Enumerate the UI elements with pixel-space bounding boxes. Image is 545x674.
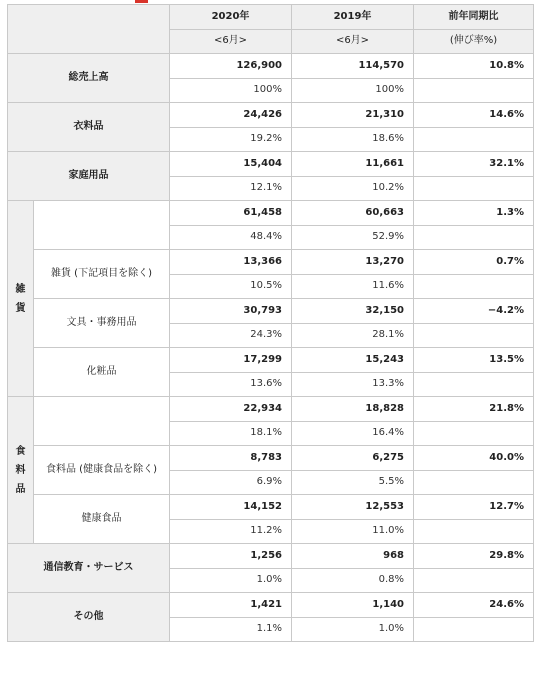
value-yoy: 10.8% [414, 54, 534, 79]
subcategory-stationery: 文具・事務用品 [34, 299, 170, 348]
share-2020: 1.0% [170, 568, 292, 593]
value-2020: 24,426 [170, 103, 292, 128]
category-food [8, 397, 34, 544]
value-yoy: 21.8% [414, 397, 534, 422]
value-2020: 22,934 [170, 397, 292, 422]
share-2019: 13.3% [292, 372, 414, 397]
empty-cell [414, 617, 534, 642]
empty-cell [414, 323, 534, 348]
category-clothing: 衣料品 [8, 103, 170, 152]
header-2020: 2020年 [170, 5, 292, 30]
share-2020: 100% [170, 78, 292, 103]
category-food-char: 食 [15, 445, 26, 457]
share-2019: 10.2% [292, 176, 414, 201]
value-yoy: 14.6% [414, 103, 534, 128]
value-2019: 32,150 [292, 299, 414, 324]
category-zakka-char: 雑 [15, 283, 26, 295]
sales-table [7, 4, 534, 642]
empty-cell [414, 372, 534, 397]
table-row [8, 446, 534, 471]
category-total: 総売上高 [8, 54, 170, 103]
share-2019: 0.8% [292, 568, 414, 593]
table-row [8, 250, 534, 275]
empty-cell [414, 78, 534, 103]
share-2020: 1.1% [170, 617, 292, 642]
value-2019: 18,828 [292, 397, 414, 422]
category-food-char: 料 [15, 464, 26, 476]
value-2019: 60,663 [292, 201, 414, 226]
table-row [8, 397, 534, 422]
header-2019: 2019年 [292, 5, 414, 30]
subheader-yoy: (伸び率%) [414, 29, 534, 54]
share-2019: 28.1% [292, 323, 414, 348]
table-row [8, 544, 534, 569]
share-2020: 19.2% [170, 127, 292, 152]
table-row [8, 54, 534, 79]
subcategory-zakka-total [34, 201, 170, 250]
header-row [8, 5, 534, 30]
empty-cell [414, 568, 534, 593]
value-yoy: 12.7% [414, 495, 534, 520]
value-2019: 15,243 [292, 348, 414, 373]
value-2020: 61,458 [170, 201, 292, 226]
table-row [8, 103, 534, 128]
value-yoy: 32.1% [414, 152, 534, 177]
empty-cell [414, 127, 534, 152]
value-2020: 30,793 [170, 299, 292, 324]
share-2019: 52.9% [292, 225, 414, 250]
value-yoy: 13.5% [414, 348, 534, 373]
subcategory-food-misc: 食料品 (健康食品を除く) [34, 446, 170, 495]
value-2020: 8,783 [170, 446, 292, 471]
share-2020: 24.3% [170, 323, 292, 348]
share-2019: 18.6% [292, 127, 414, 152]
value-2019: 12,553 [292, 495, 414, 520]
empty-cell [414, 470, 534, 495]
value-2020: 126,900 [170, 54, 292, 79]
share-2019: 16.4% [292, 421, 414, 446]
share-2020: 11.2% [170, 519, 292, 544]
value-2019: 21,310 [292, 103, 414, 128]
empty-cell [414, 176, 534, 201]
share-2020: 10.5% [170, 274, 292, 299]
empty-cell [414, 421, 534, 446]
share-2020: 6.9% [170, 470, 292, 495]
empty-cell [414, 519, 534, 544]
share-2020: 18.1% [170, 421, 292, 446]
share-2020: 12.1% [170, 176, 292, 201]
category-zakka [8, 201, 34, 397]
value-2020: 1,421 [170, 593, 292, 618]
share-2019: 100% [292, 78, 414, 103]
value-2019: 13,270 [292, 250, 414, 275]
table-row [8, 593, 534, 618]
table-row [8, 348, 534, 373]
table-row [8, 495, 534, 520]
value-2019: 1,140 [292, 593, 414, 618]
value-2020: 15,404 [170, 152, 292, 177]
subcategory-food-total [34, 397, 170, 446]
value-yoy: 0.7% [414, 250, 534, 275]
top-marker [135, 0, 148, 3]
value-2020: 17,299 [170, 348, 292, 373]
value-yoy: 40.0% [414, 446, 534, 471]
share-2020: 48.4% [170, 225, 292, 250]
header-yoy: 前年同期比 [414, 5, 534, 30]
value-2019: 11,661 [292, 152, 414, 177]
value-2019: 6,275 [292, 446, 414, 471]
subheader-2019: <6月> [292, 29, 414, 54]
share-2019: 5.5% [292, 470, 414, 495]
value-2020: 13,366 [170, 250, 292, 275]
subcategory-health-food: 健康食品 [34, 495, 170, 544]
value-2019: 968 [292, 544, 414, 569]
category-food-char: 品 [15, 483, 26, 495]
table-row [8, 152, 534, 177]
value-yoy: 29.8% [414, 544, 534, 569]
empty-cell [414, 274, 534, 299]
category-education: 通信教育・サービス [8, 544, 170, 593]
header-corner [8, 5, 170, 54]
category-zakka-char: 貨 [15, 302, 26, 314]
table-row [8, 201, 534, 226]
share-2020: 13.6% [170, 372, 292, 397]
value-2019: 114,570 [292, 54, 414, 79]
empty-cell [414, 225, 534, 250]
value-2020: 1,256 [170, 544, 292, 569]
category-other: その他 [8, 593, 170, 642]
share-2019: 11.0% [292, 519, 414, 544]
value-2020: 14,152 [170, 495, 292, 520]
value-yoy: 1.3% [414, 201, 534, 226]
share-2019: 11.6% [292, 274, 414, 299]
share-2019: 1.0% [292, 617, 414, 642]
value-yoy: −4.2% [414, 299, 534, 324]
table-row [8, 299, 534, 324]
category-household: 家庭用品 [8, 152, 170, 201]
subheader-2020: <6月> [170, 29, 292, 54]
subcategory-cosmetics: 化粧品 [34, 348, 170, 397]
subcategory-zakka-misc: 雑貨 (下記項目を除く) [34, 250, 170, 299]
value-yoy: 24.6% [414, 593, 534, 618]
